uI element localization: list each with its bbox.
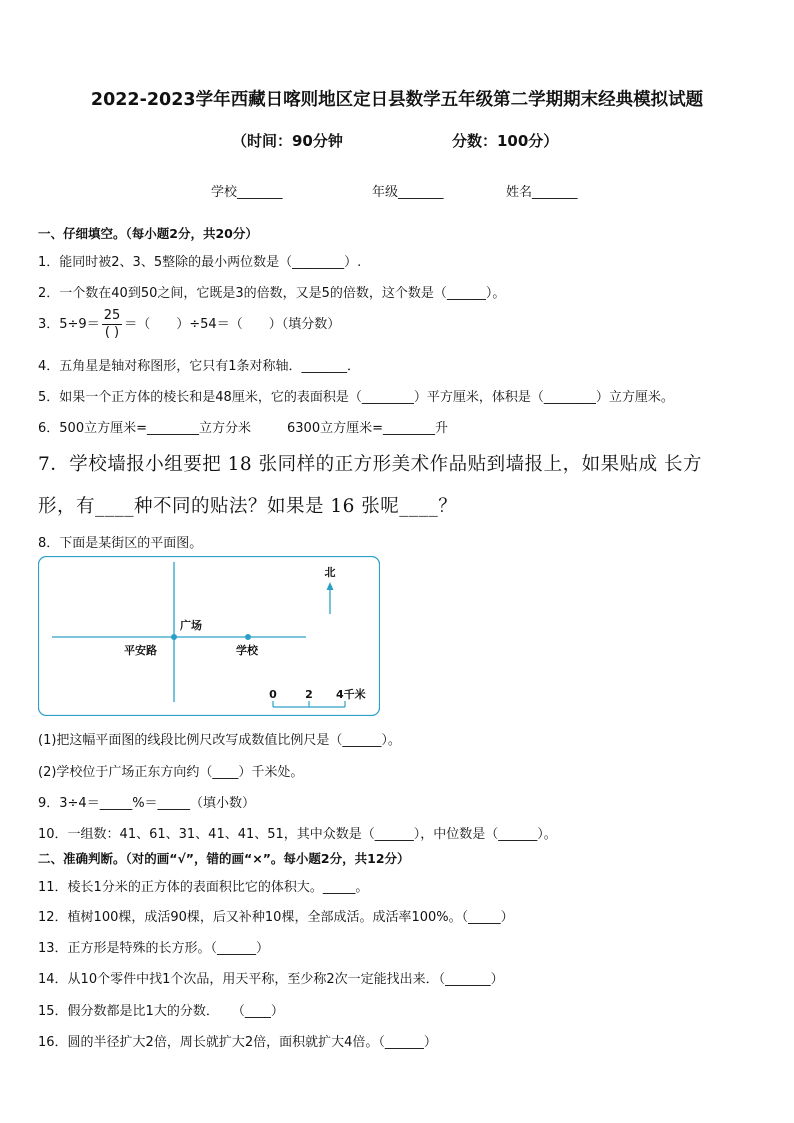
school-label: 学校 <box>236 644 258 657</box>
plaza-label: 广场 <box>180 619 202 632</box>
north-label: 北 <box>324 566 336 579</box>
street-map-figure <box>38 556 380 716</box>
question-5: 5．如果一个正方体的棱长和是48厘米，它的表面积是（________）平方厘米，体积是（________）立方厘米。 <box>38 390 674 405</box>
scale-label-0: 0 <box>269 688 277 701</box>
name-field[interactable]: 姓名_______ <box>506 185 578 200</box>
question-15: 15．假分数都是比1大的分数． （____） <box>38 1004 284 1019</box>
time-label: （时间：90分钟 <box>232 132 343 150</box>
question-8: 8．下面是某街区的平面图。 <box>38 536 203 551</box>
question-3 <box>38 308 340 341</box>
scale-label-4: 4千米 <box>336 688 366 701</box>
question-16: 16．圆的半径扩大2倍，周长就扩大2倍，面积就扩大4倍。（______） <box>38 1035 437 1050</box>
scale-label-2: 2 <box>305 688 313 701</box>
question-3-fraction <box>102 308 123 341</box>
map-frame <box>39 557 380 716</box>
question-6-part-b: 6300立方厘米=________升 <box>287 421 448 436</box>
question-11: 11．棱长1分米的正方体的表面积比它的体积大。_____。 <box>38 880 369 895</box>
question-9: 9．3÷4＝_____%＝_____（填小数） <box>38 796 256 811</box>
question-2: 2．一个数在40到50之间，它既是3的倍数，又是5的倍数，这个数是（______）。 <box>38 286 506 301</box>
question-7-line-1: 7．学校墙报小组要把 18 张同样的正方形美术作品贴到墙报上，如果贴成 长方 <box>38 454 702 475</box>
question-10: 10．一组数：41、61、31、41、41、51，其中众数是（______），中位数是（______）。 <box>38 827 557 842</box>
question-8-part-1: (1)把这幅平面图的线段比例尺改写成数值比例尺是（______）。 <box>38 733 401 748</box>
question-12: 12．植树100棵，成活90棵，后又补种10棵，全部成活。成活率100%。（_____） <box>38 910 514 925</box>
exam-title: 2022-2023学年西藏日喀则地区定日县数学五年级第二学期期末经典模拟试题 <box>90 90 704 110</box>
question-1: 1．能同时被2、3、5整除的最小两位数是（________）. <box>38 255 362 270</box>
section-2-heading: 二、准确判断。（对的画“√”，错的画“×”。每小题2分，共12分） <box>38 851 410 866</box>
grade-field[interactable]: 年级_______ <box>372 185 444 200</box>
score-label: 分数：100分） <box>452 132 559 150</box>
school-field[interactable]: 学校_______ <box>211 185 283 200</box>
road-label: 平安路 <box>124 644 157 657</box>
question-4: 4．五角星是轴对称图形，它只有1条对称轴．_______． <box>38 359 361 374</box>
section-1-heading: 一、仔细填空。（每小题2分，共20分） <box>38 226 258 241</box>
street-map <box>38 556 380 716</box>
fraction-numerator: 25 <box>103 308 121 323</box>
fraction-denominator: ( ) <box>104 325 120 340</box>
question-3-prefix: 3．5÷9＝ <box>38 317 100 332</box>
question-3-suffix: ＝（ ）÷54＝（ ）（填分数） <box>124 317 341 332</box>
school-marker <box>245 634 251 640</box>
question-13: 13．正方形是特殊的长方形。（______） <box>38 941 270 956</box>
question-8-part-2: (2)学校位于广场正东方向约（____）千米处。 <box>38 765 304 780</box>
question-14: 14．从10个零件中找1个次品，用天平称，至少称2次一定能找出来．（_______） <box>38 972 504 987</box>
plaza-marker <box>171 634 177 640</box>
question-7-line-2: 形，有____种不同的贴法？如果是 16 张呢____？ <box>38 496 458 517</box>
question-6-part-a: 6．500立方厘米=________立方分米 <box>38 421 251 436</box>
